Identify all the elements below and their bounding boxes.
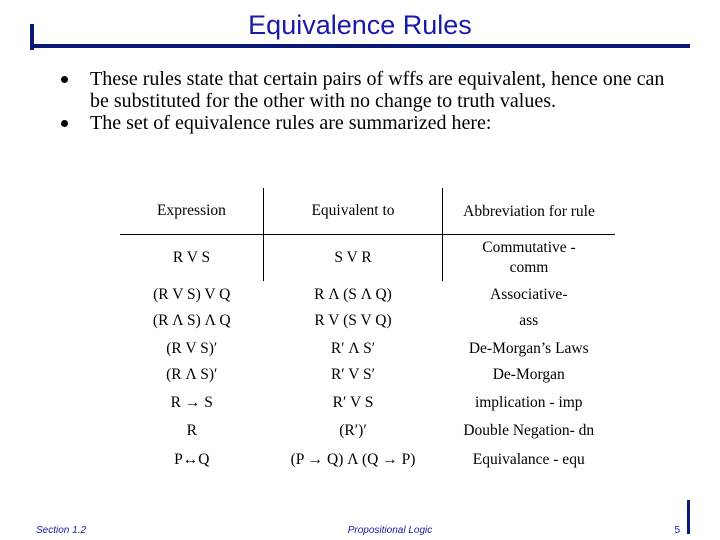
bullet-dot-icon bbox=[61, 76, 68, 83]
equivalent-cell bbox=[264, 417, 443, 445]
equivalent-cell bbox=[264, 389, 443, 417]
equivalent-cell bbox=[264, 445, 443, 475]
slide-title: Equivalence Rules bbox=[248, 10, 472, 40]
cell-text: ass bbox=[519, 312, 539, 329]
footer-section: Section 1.2 bbox=[36, 525, 87, 536]
table-row bbox=[120, 281, 615, 335]
expression-cell bbox=[120, 281, 264, 335]
cell-text: R V S bbox=[172, 249, 211, 266]
expression-cell bbox=[120, 235, 264, 282]
header-expression: Expression bbox=[120, 188, 264, 235]
cell-text: (R′)′ bbox=[339, 422, 367, 439]
cell-text: (P → Q) Λ (Q → P) bbox=[290, 451, 416, 468]
cell-text: Double Negation- dn bbox=[463, 422, 595, 439]
equivalent-cell bbox=[264, 235, 443, 282]
bullet-text: The set of equivalence rules are summarized here: bbox=[90, 112, 492, 134]
bullet-item bbox=[58, 112, 678, 134]
expression-cell bbox=[120, 417, 264, 445]
table-row bbox=[120, 335, 615, 389]
equivalence-rules-table bbox=[120, 188, 615, 475]
cell-text: R V (S V Q) bbox=[314, 312, 392, 329]
cell-text: R′ V S bbox=[332, 394, 374, 411]
footer-topic: Propositional Logic bbox=[347, 525, 433, 536]
cell-text: R′ V S′ bbox=[330, 366, 376, 383]
abbreviation-cell bbox=[443, 417, 616, 445]
cell-text: Equivalance - equ bbox=[472, 451, 585, 468]
header-abbreviation: Abbreviation for rule bbox=[463, 202, 595, 220]
cell-text: (R Λ S) Λ Q bbox=[152, 312, 231, 329]
page-number: 5 bbox=[674, 525, 680, 536]
cell-text: De-Morgan’s Laws bbox=[468, 340, 589, 357]
title-rule bbox=[30, 44, 690, 48]
table-row bbox=[120, 235, 615, 282]
cell-text: S V R bbox=[334, 249, 372, 266]
expression-cell bbox=[120, 389, 264, 417]
abbreviation-cell bbox=[443, 445, 616, 475]
abbreviation-cell bbox=[443, 335, 616, 389]
table-row bbox=[120, 445, 615, 475]
table-row bbox=[120, 389, 615, 417]
bullet-text: These rules state that certain pairs of wffs are equivalent, hence one can be substituted for the other with no change to truth values. bbox=[90, 68, 665, 112]
cell-text: (R Λ S)′ bbox=[166, 366, 218, 383]
cell-text: R → S bbox=[170, 394, 213, 411]
cell-text: R′ Λ S′ bbox=[330, 340, 376, 357]
cell-text: Commutative - bbox=[482, 239, 576, 256]
abbreviation-cell bbox=[443, 235, 616, 282]
bullet-item bbox=[58, 68, 678, 112]
equivalent-cell bbox=[264, 335, 443, 389]
cell-text: (R V S)′ bbox=[166, 340, 218, 357]
table-row bbox=[120, 417, 615, 445]
header-equivalent: Equivalent to bbox=[264, 188, 443, 235]
cell-text: implication - imp bbox=[474, 394, 583, 411]
cell-text: R bbox=[186, 422, 197, 439]
cell-text: P↔Q bbox=[174, 451, 210, 468]
bullet-dot-icon bbox=[61, 120, 68, 127]
cell-text: De-Morgan bbox=[492, 366, 565, 383]
cell-text: (R V S) V Q bbox=[153, 286, 231, 303]
cell-text: comm bbox=[509, 259, 549, 276]
cell-text: R Λ (S Λ Q) bbox=[314, 286, 392, 303]
abbreviation-cell bbox=[443, 389, 616, 417]
bullet-list bbox=[58, 68, 678, 134]
expression-cell bbox=[120, 445, 264, 475]
cell-text: Associative- bbox=[490, 286, 568, 303]
footer-rule-vertical bbox=[687, 500, 690, 534]
table-header-row bbox=[120, 188, 615, 235]
expression-cell bbox=[120, 335, 264, 389]
equivalent-cell bbox=[264, 281, 443, 335]
abbreviation-cell bbox=[443, 281, 616, 335]
